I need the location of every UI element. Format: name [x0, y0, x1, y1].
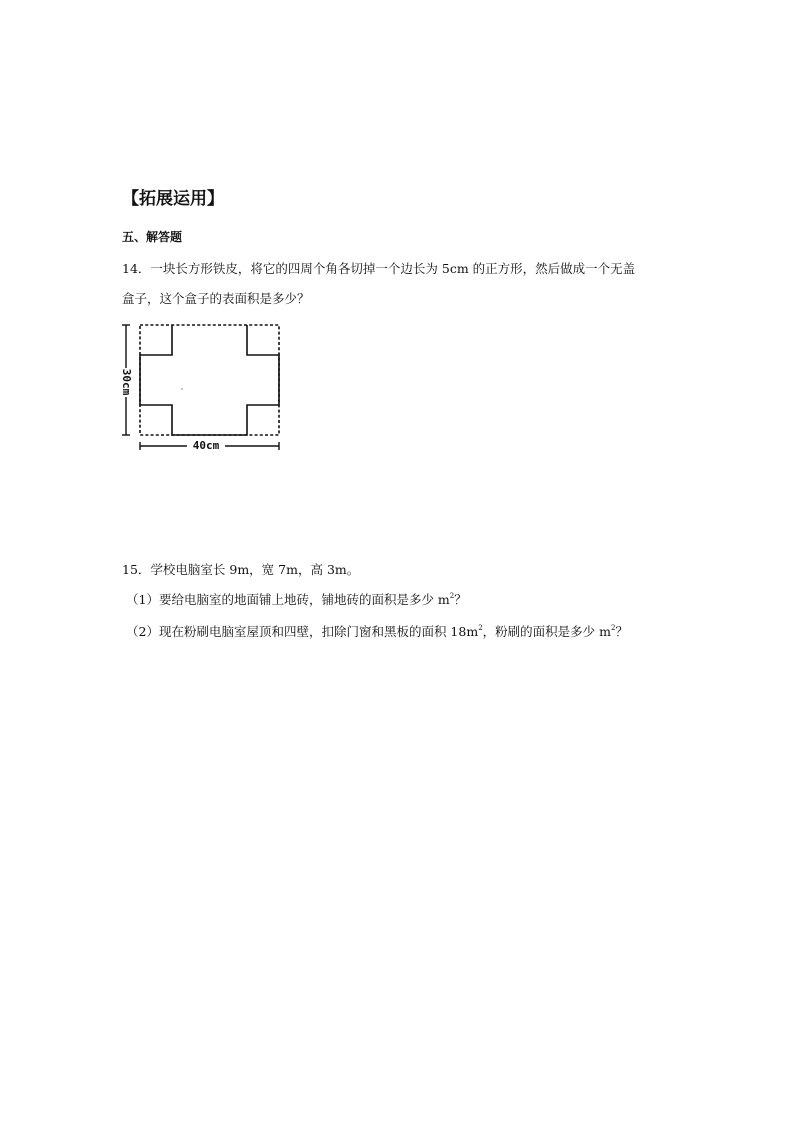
- center-dot: [181, 388, 182, 389]
- question-15-subquestion-2: [126, 624, 628, 640]
- question-15-text: 15．学校电脑室长 9m，宽 7m，高 3m。: [122, 562, 360, 577]
- question-14-text-line-1: 14．一块长方形铁皮，将它的四周个角各切掉一个边长为 5cm 的正方形，然后做成一个无盖: [122, 261, 636, 276]
- width-label: 40cm: [192, 439, 220, 452]
- width-dimension: [140, 439, 279, 452]
- sub2-question-mark: ？: [615, 624, 628, 639]
- sheet-outline-dashed: [140, 325, 279, 435]
- sub1-superscript: 2: [449, 592, 455, 600]
- subsection-title: 五、解答题: [122, 230, 183, 244]
- sub2-superscript-2: 2: [610, 624, 616, 632]
- question-15-subquestion-1: [126, 592, 467, 608]
- sub2-text: （2）现在粉刷电脑室屋顶和四壁，扣除门窗和黑板的面积 18m: [126, 624, 479, 639]
- cut-outline: [140, 325, 279, 435]
- question-14-text-line-2: 盒子，这个盒子的表面积是多少？: [122, 291, 310, 306]
- sub2-text-middle: ，粉刷的面积是多少 m: [482, 624, 611, 639]
- sub1-text: （1）要给电脑室的地面铺上地砖，铺地砖的面积是多少 m: [126, 592, 450, 607]
- sub2-superscript-1: 2: [478, 624, 483, 632]
- sub1-question-mark: ？: [454, 592, 467, 607]
- height-dimension: [120, 325, 133, 435]
- height-label: 30cm: [120, 368, 133, 396]
- sheet-diagram: [115, 318, 290, 458]
- section-title: 【拓展运用】: [122, 189, 224, 209]
